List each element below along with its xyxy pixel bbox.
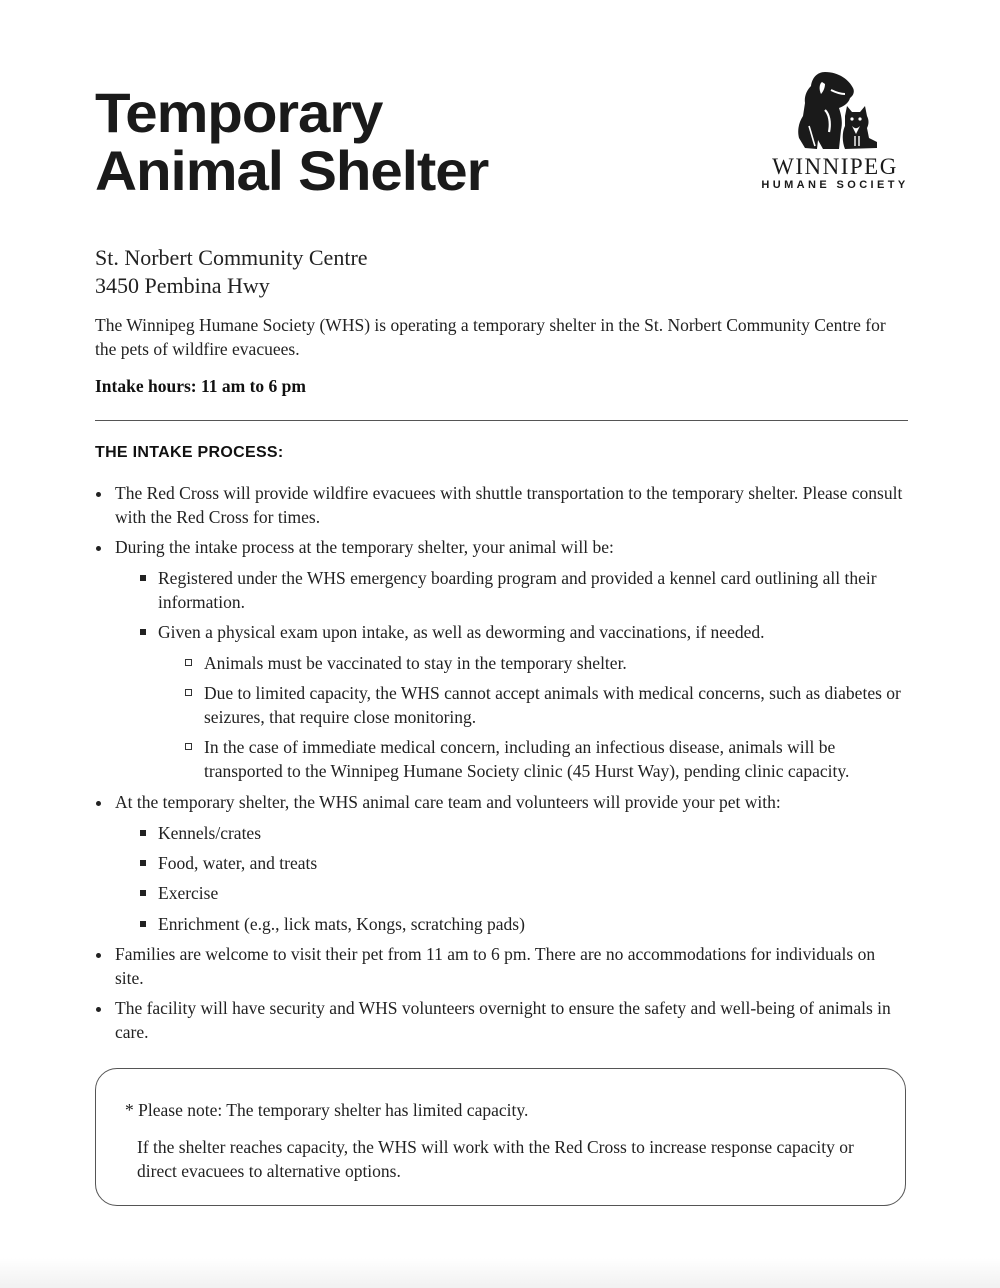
page-title — [95, 81, 489, 202]
section-divider — [95, 420, 908, 421]
bullet-marker — [140, 830, 146, 836]
list-item: Exercise — [158, 883, 219, 903]
bullet-marker — [140, 890, 146, 896]
intake-hours: Intake hours: 11 am to 6 pm — [95, 376, 306, 396]
title-line-2: Animal Shelter — [95, 139, 489, 202]
bullet-marker — [185, 743, 192, 750]
bullet-marker — [96, 953, 101, 958]
dog-and-cat-icon — [795, 70, 880, 152]
list-item: At the temporary shelter, the WHS animal care team and volunteers will provide your pet with: — [115, 792, 781, 812]
location-street: 3450 Pembina Hwy — [95, 273, 270, 298]
list-item: Kennels/crates — [158, 823, 262, 843]
bullet-marker — [140, 860, 146, 866]
bullet-marker — [96, 492, 101, 497]
note-body: If the shelter reaches capacity, the WHS will work with the Red Cross to increase response capacity or direct evacuees to alternative options. — [137, 1137, 854, 1181]
logo-wordmark: WINNIPEG — [772, 154, 898, 179]
list-item: The Red Cross will provide wildfire evacuees with shuttle transportation to the temporary shelter. Please consult with the Red Cross for times. — [115, 483, 903, 527]
intro-paragraph: The Winnipeg Humane Society (WHS) is operating a temporary shelter in the St. Norbert Community Centre for the pets of wildfire evacuees. — [95, 315, 886, 359]
list-item: Given a physical exam upon intake, as well as deworming and vaccinations, if needed. — [158, 622, 765, 642]
bullet-marker — [96, 1007, 101, 1012]
bullet-marker — [140, 921, 146, 927]
bullet-marker — [140, 629, 146, 635]
list-item: The facility will have security and WHS volunteers overnight to ensure the safety and well-being of animals in care. — [115, 998, 891, 1042]
location-name: St. Norbert Community Centre — [95, 245, 368, 270]
bullet-marker — [185, 689, 192, 696]
list-item: During the intake process at the temporary shelter, your animal will be: — [115, 537, 614, 557]
winnipeg-humane-society-logo — [760, 70, 910, 195]
list-item: Animals must be vaccinated to stay in the temporary shelter. — [204, 653, 627, 673]
section-heading: THE INTAKE PROCESS: — [95, 444, 284, 461]
bullet-marker — [96, 801, 101, 806]
list-item: Due to limited capacity, the WHS cannot accept animals with medical concerns, such as diabetes or seizures, that require close monitoring. — [204, 683, 901, 727]
logo-subtitle: HUMANE SOCIETY — [761, 179, 909, 191]
list-item: Food, water, and treats — [158, 853, 318, 873]
page-edge-shadow — [0, 1258, 1000, 1288]
bullet-marker — [185, 659, 192, 666]
list-item: Families are welcome to visit their pet from 11 am to 6 pm. There are no accommodations for individuals on site. — [115, 944, 876, 988]
list-item: Registered under the WHS emergency boarding program and provided a kennel card outlining all their information. — [158, 568, 877, 612]
note-heading: * Please note: The temporary shelter has limited capacity. — [125, 1100, 529, 1120]
title-line-1: Temporary — [95, 81, 383, 144]
bullet-marker — [140, 575, 146, 581]
list-item: Enrichment (e.g., lick mats, Kongs, scratching pads) — [158, 914, 525, 934]
bullet-marker — [96, 546, 101, 551]
list-item: In the case of immediate medical concern, including an infectious disease, animals will be transported to the Winnipeg Humane Society clinic (45 Hurst Way), pending clinic capacity. — [204, 737, 850, 781]
shelter-address — [95, 244, 368, 300]
